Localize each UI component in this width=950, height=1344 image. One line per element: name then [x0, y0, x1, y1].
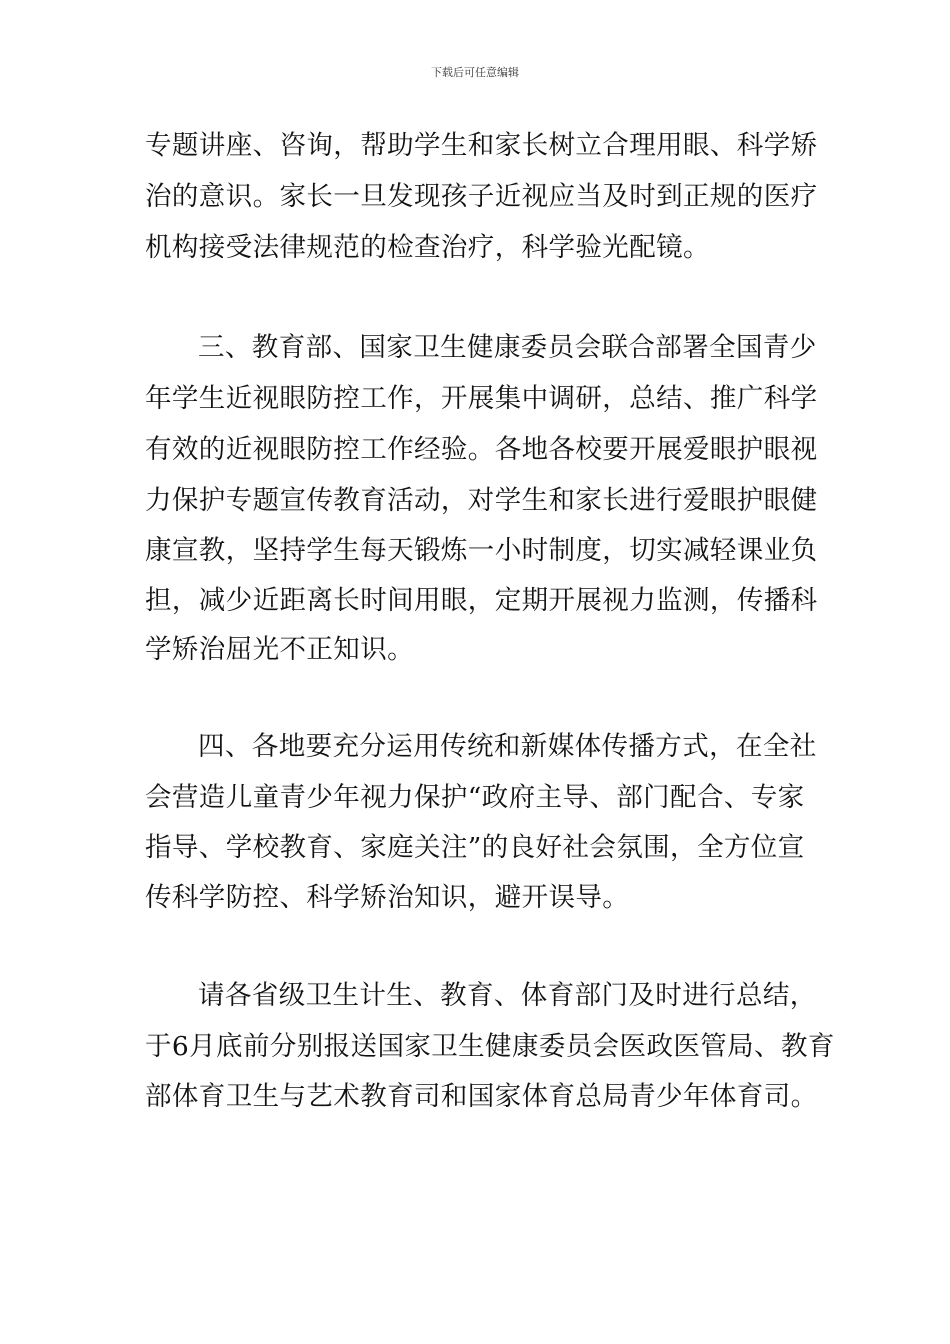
- paragraph-2-line-7: 学矫治屈光不正知识。: [145, 634, 414, 665]
- paragraph-2-line-4: 力保护专题宣传教育活动，对学生和家长进行爱眼护眼健: [145, 485, 818, 516]
- paragraph-4-line-1: 请各省级卫生计生、教育、体育部门及时进行总结，: [198, 980, 817, 1011]
- paragraph-2-line-6: 担，减少近距离长时间用眼，定期开展视力监测，传播科: [145, 585, 818, 616]
- paragraph-1-line-1: 专题讲座、咨询，帮助学生和家长树立合理用眼、科学矫: [145, 130, 818, 161]
- paragraph-2-line-3: 有效的近视眼防控工作经验。各地各校要开展爱眼护眼视: [145, 434, 818, 465]
- paragraph-2-line-5: 康宣教，坚持学生每天锻炼一小时制度，切实减轻课业负: [145, 535, 818, 566]
- paragraph-3-line-2: 会营造儿童青少年视力保护“政府主导、部门配合、专家: [145, 782, 805, 813]
- paragraph-3-line-4: 传科学防控、科学矫治知识，避开误导。: [145, 882, 630, 913]
- paragraph-2-line-1: 三、教育部、国家卫生健康委员会联合部署全国青少: [198, 332, 817, 363]
- paragraph-3-line-3: 指导、学校教育、家庭关注”的良好社会氛围，全方位宣: [145, 832, 805, 863]
- paragraph-3-line-1: 四、各地要充分运用传统和新媒体传播方式，在全社: [198, 731, 817, 762]
- paragraph-1-line-2: 治的意识。家长一旦发现孩子近视应当及时到正规的医疗: [145, 181, 818, 212]
- paragraph-4-line-2: 于6月底前分别报送国家卫生健康委员会医政医管局、教育: [145, 1031, 835, 1062]
- paragraph-2-line-2: 年学生近视眼防控工作，开展集中调研，总结、推广科学: [145, 383, 818, 414]
- paragraph-4-line-3: 部体育卫生与艺术教育司和国家体育总局青少年体育司。: [145, 1081, 818, 1112]
- paragraph-1-line-3: 机构接受法律规范的检查治疗，科学验光配镜。: [145, 232, 710, 263]
- page-header: 下载后可任意编辑: [431, 66, 519, 79]
